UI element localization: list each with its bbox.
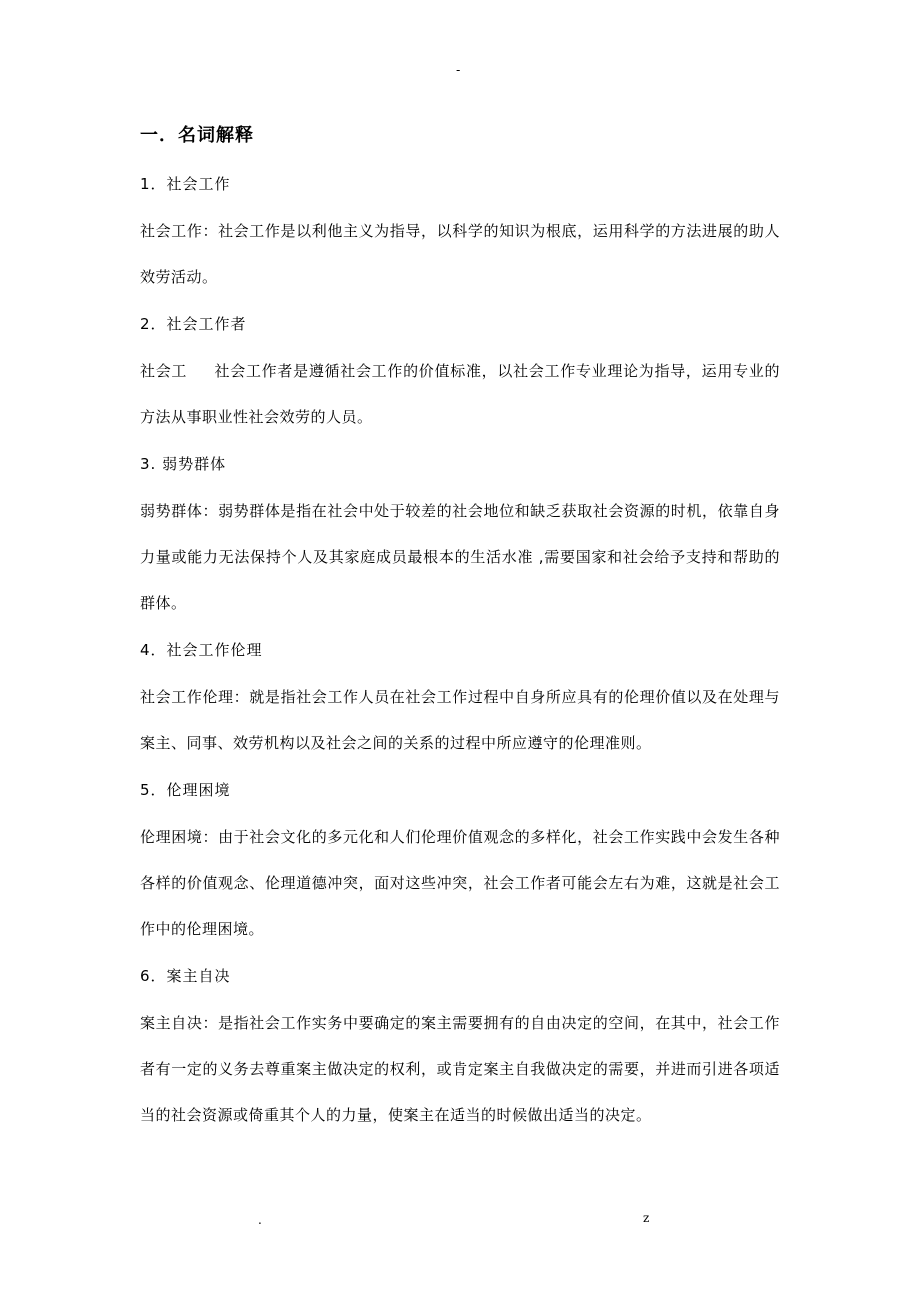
definition-text: 弱势群体是指在社会中处于较差的社会地位和缺乏获取社会资源的时机，依靠自身力量或能力无法保持个人及其家庭成员最根本的生活水准 ,需要国家和社会给予支持和帮助的群体。 [140,502,780,612]
term-definition [140,674,780,766]
term-definition [140,208,780,300]
definition-label: 案主自决： [140,1014,219,1032]
definition-label: 社会工 [140,362,215,380]
term-definition [140,488,780,626]
term-block-3 [140,449,780,626]
term-block-5 [140,775,780,952]
footer-right-mark: z [643,1211,650,1225]
definition-label: 社会工作： [140,222,219,240]
definition-label: 社会工作伦理： [140,688,250,706]
header-mark: - [456,63,461,77]
term-block-4 [140,635,780,766]
term-heading: 3. 弱势群体 [140,455,227,473]
term-definition [140,1000,780,1138]
term-heading: 2．社会工作者 [140,315,247,333]
term-heading: 6．案主自决 [140,967,231,985]
term-block-6 [140,961,780,1138]
term-definition [140,814,780,952]
footer-left-mark: . [258,1213,262,1227]
definition-label: 伦理困境： [140,828,219,846]
definition-text: 社会工作者是遵循社会工作的价值标准，以社会工作专业理论为指导，运用专业的方法从事职业性社会效劳的人员。 [140,362,780,426]
term-block-2 [140,309,780,440]
definition-text: 由于社会文化的多元化和人们伦理价值观念的多样化，社会工作实践中会发生各种各样的价值观念、伦理道德冲突，面对这些冲突，社会工作者可能会左右为难，这就是社会工作中的伦理困境。 [140,828,780,938]
document-content [140,120,780,1147]
term-block-1 [140,169,780,300]
section-title: 一．名词解释 [140,125,254,146]
term-heading: 5．伦理困境 [140,781,231,799]
term-heading: 4．社会工作伦理 [140,641,263,659]
definition-text: 是指社会工作实务中要确定的案主需要拥有的自由决定的空间，在其中，社会工作者有一定的义务去尊重案主做决定的权利，或肯定案主自我做决定的需要，并进而引进各项适当的社会资源或倚重其个人的力量，使案主在适当的时候做出适当的决定。 [140,1014,780,1124]
definition-text: 社会工作是以利他主义为指导，以科学的知识为根底，运用科学的方法进展的助人效劳活动。 [140,222,780,286]
term-definition [140,348,780,440]
definition-text: 就是指社会工作人员在社会工作过程中自身所应具有的伦理价值以及在处理与案主、同事、效劳机构以及社会之间的关系的过程中所应遵守的伦理准则。 [140,688,780,752]
definition-label: 弱势群体： [140,502,219,520]
term-heading: 1．社会工作 [140,175,231,193]
